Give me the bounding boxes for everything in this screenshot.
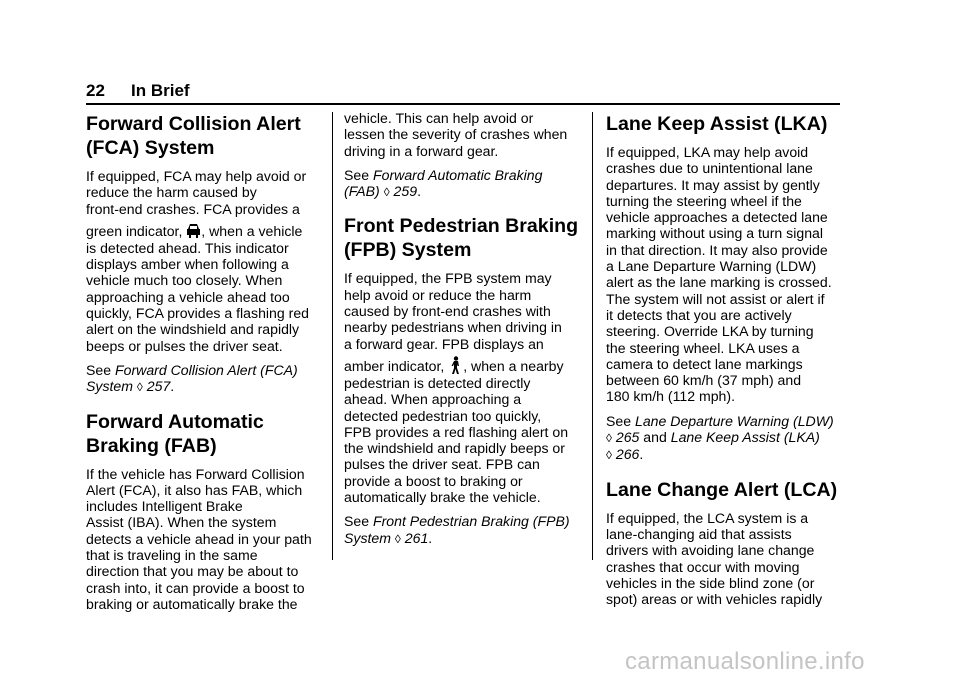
vehicle-ahead-icon — [186, 221, 201, 240]
fpb-ref-page[interactable]: 261 — [404, 529, 429, 546]
page-ref-icon: ◊ — [606, 448, 612, 463]
page-number: 22 — [86, 81, 105, 100]
fab-ref-page[interactable]: 259 — [393, 183, 418, 200]
fca-paragraph: If equipped, FCA may help avoid or reduce the harm caused by front-end crashes. FCA provides a green indicator, , when a vehicle is detected ahead. This indicator displays amber when following a vehicle much too closely. When approaching a vehicle ahead too quickly, FCA provides a flashing red alert on the windshield and rapidly beeps or pulses the driver seat. — [86, 168, 309, 354]
page-header — [86, 81, 840, 103]
fpb-paragraph: If equipped, the FPB system may help avoid or reduce the harm caused by front-end crashes with nearby pedestrians when driving in a forward gear. FPB displays an amber indicator, , when a nearby pedestrian is detected directly ahead. When approaching a detected pedestrian too quickly, FPB provides a red flashing alert on the windshield and rapidly beeps or pulses the driver seat. FPB can provide a boost to braking or automatically brake the vehicle. — [344, 270, 569, 506]
lka-ref-page[interactable]: 266 — [615, 446, 640, 463]
ldw-ref-page[interactable]: 265 — [615, 429, 640, 446]
ldw-ref-link[interactable]: Lane Departure Warning (LDW) — [635, 412, 834, 429]
fpb-ref-link[interactable]: Front Pedestrian Braking (FPB) — [373, 513, 570, 530]
lka-see-reference: See Lane Departure Warning (LDW) ◊ 265 and Lane Keep Assist (LKA) ◊ 266. — [606, 412, 834, 463]
fab-paragraph: If the vehicle has Forward Collision Alert (FCA), it also has FAB, which includes Intelligent Brake Assist (IBA). When the system detects a vehicle ahead in your path that is traveling in the same direction that you may be about to crash into, it can provide a boost to braking or automatically brake the — [86, 465, 312, 612]
column-1 — [86, 110, 322, 620]
fpb-heading: Front Pedestrian Braking (FPB) System — [344, 215, 579, 262]
watermark: carmanualsonline.info — [625, 648, 865, 675]
section-title: In Brief — [131, 81, 190, 100]
lca-paragraph: If equipped, the LCA system is a lane-changing aid that assists drivers with avoiding lane change crashes that occur with moving vehicles in the side blind zone (or spot) areas or with vehicles rapidly — [606, 509, 823, 608]
lka-heading: Lane Keep Assist (LKA) — [606, 113, 828, 135]
column-2 — [344, 110, 580, 555]
lka-paragraph: If equipped, LKA may help avoid crashes due to unintentional lane departures. It may assist by gently turning the steering wheel if the vehicle approaches a detected lane marking without using a turn signal in that direction. It may also provide a Lane Departure Warning (LDW) alert as the lane marking is crossed. The system will not assist or alert if it detects that you are actively steering. Override LKA by turning the steering wheel. LKA uses a camera to detect lane markings between 60 km/h (37 mph) and 180 km/h (112 mph). — [606, 144, 832, 405]
fca-ref-page[interactable]: 257 — [146, 378, 171, 395]
page-ref-icon: ◊ — [383, 185, 390, 200]
lca-heading: Lane Change Alert (LCA) — [606, 478, 838, 501]
column-divider-1 — [332, 112, 333, 560]
fab-continued-paragraph: vehicle. This can help avoid or lessen the severity of crashes when driving in a forward gear. — [344, 110, 568, 159]
fpb-see-reference: See Front Pedestrian Braking (FPB) System ◊ 261. — [344, 513, 570, 546]
column-divider-2 — [592, 112, 593, 560]
fab-see-reference: See Forward Automatic Braking (FAB) ◊ 259. — [344, 166, 543, 200]
header-rule — [86, 103, 840, 105]
fca-ref-link[interactable]: Forward Collision Alert (FCA) — [115, 361, 298, 378]
fca-heading: Forward Collision Alert (FCA) System — [86, 113, 301, 159]
fab-ref-link[interactable]: Forward Automatic Braking — [373, 166, 543, 183]
lka-ref-link[interactable]: Lane Keep Assist (LKA) — [670, 429, 820, 446]
column-3 — [606, 110, 842, 615]
pedestrian-icon — [448, 356, 463, 375]
page-ref-icon: ◊ — [136, 380, 143, 395]
fab-heading: Forward Automatic Braking (FAB) — [86, 410, 264, 457]
fca-see-reference: See Forward Collision Alert (FCA) System ◊ 257. — [86, 361, 298, 395]
page-ref-icon: ◊ — [606, 431, 612, 446]
page-ref-icon: ◊ — [394, 531, 401, 546]
